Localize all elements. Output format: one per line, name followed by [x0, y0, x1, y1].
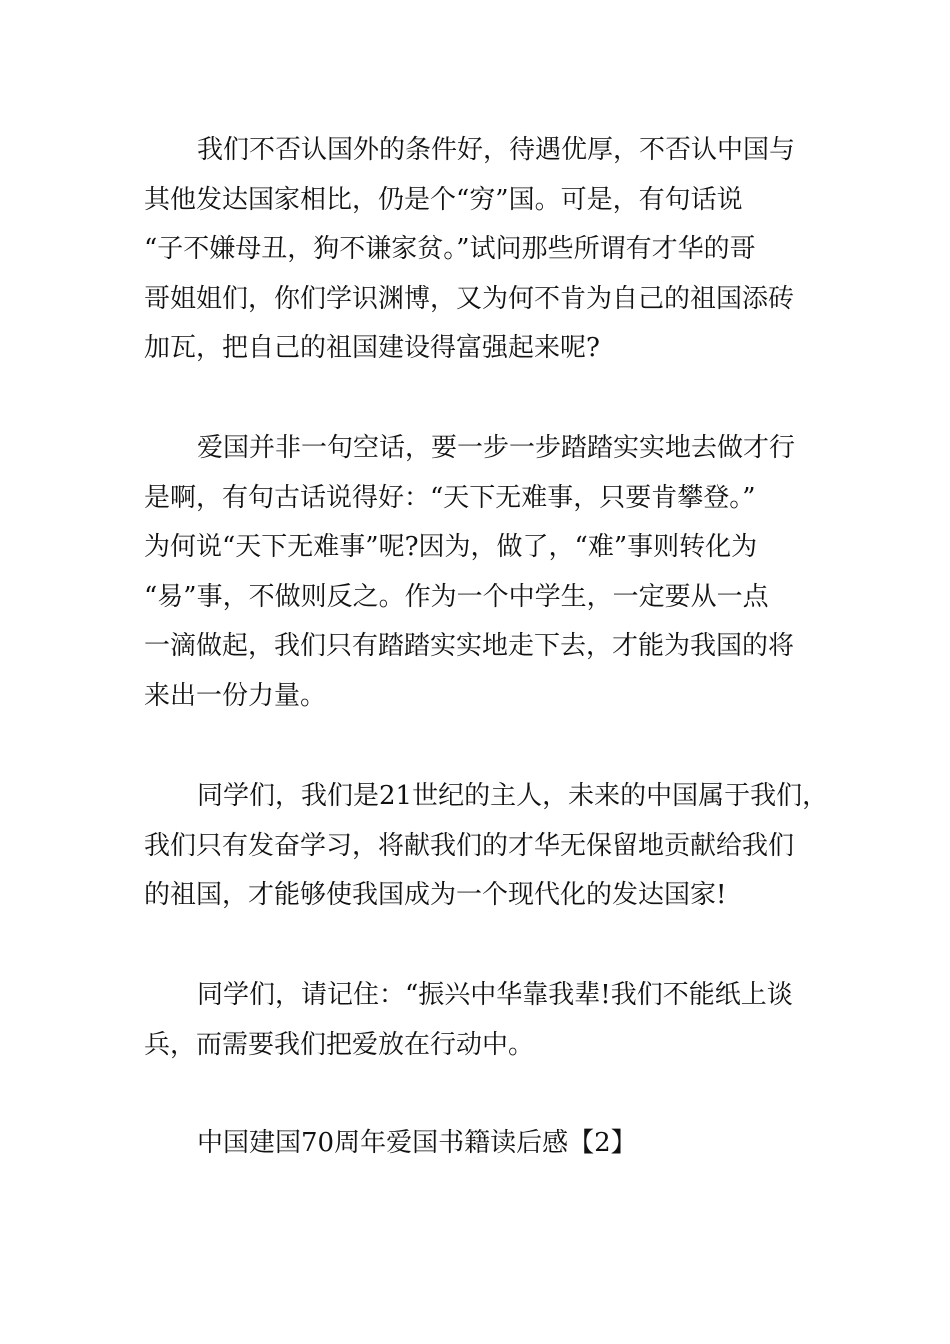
text-line: “子不嫌母丑，狗不谦家贫。”试问那些所谓有才华的哥 [144, 234, 756, 264]
text-line: 哥姐姐们，你们学识渊博，又为何不肯为自己的祖国添砖 [144, 283, 795, 314]
paragraph [144, 126, 816, 374]
text-line: 我们不否认国外的条件好，待遇优厚，不否认中国与 [197, 135, 796, 165]
heading-text: 中国建国70周年爱国书籍读后感【2】 [197, 1128, 637, 1158]
text-line: 同学们，请记住：“振兴中华靠我辈!我们不能纸上谈 [197, 980, 793, 1010]
section-heading [144, 1119, 816, 1169]
text-line: 是啊，有句古话说得好：“天下无难事，只要肯攀登。” [144, 482, 756, 513]
text-line: 一滴做起，我们只有踏踏实实地走下去，才能为我国的将 [144, 631, 795, 661]
text-line: “易”事，不做则反之。作为一个中学生，一定要从一点 [144, 581, 769, 612]
text-line: 加瓦，把自己的祖国建设得富强起来呢? [144, 333, 600, 363]
text-line: 爱国并非一句空话，要一步一步踏踏实实地去做才行 [197, 433, 796, 463]
text-line: 兵，而需要我们把爱放在行动中。 [144, 1029, 535, 1060]
paragraph [144, 424, 816, 721]
text-line: 同学们，我们是21世纪的主人，未来的中国属于我们， [197, 781, 829, 811]
paragraph [144, 772, 829, 921]
text-line: 我们只有发奋学习，将献我们的才华无保留地贡献给我们 [144, 830, 795, 861]
text-line: 为何说“天下无难事”呢?因为，做了，“难”事则转化为 [144, 532, 758, 562]
text-line: 的祖国，才能够使我国成为一个现代化的发达国家! [144, 880, 727, 910]
text-line: 其他发达国家相比，仍是个“穷”国。可是，有句话说 [144, 184, 743, 215]
paragraph [144, 971, 816, 1070]
text-line: 来出一份力量。 [144, 680, 327, 711]
